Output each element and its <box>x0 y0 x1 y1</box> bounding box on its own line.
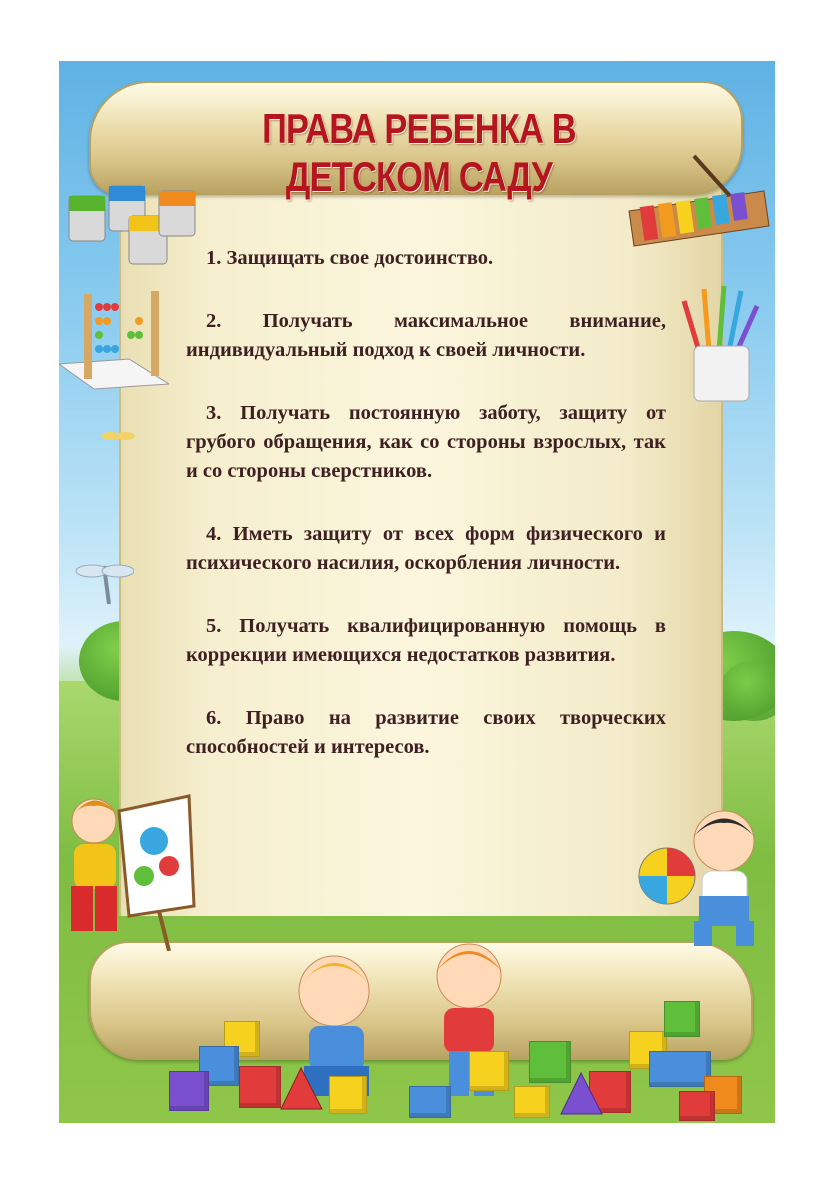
paint-buckets-icon <box>64 171 204 271</box>
toy-block <box>239 1066 281 1108</box>
abacus-icon <box>59 289 169 399</box>
list-item: 5. Получать квалифицированную помощь в коррекции имеющихся недостатков развития. <box>186 615 666 666</box>
dragonfly-icon <box>99 426 139 446</box>
kid-sitting-illustration <box>674 801 774 951</box>
list-item: 6. Право на развитие своих творческих способностей и интересов. <box>186 707 666 758</box>
rights-list <box>186 244 666 796</box>
toy-block <box>649 1051 711 1087</box>
toy-block <box>469 1051 509 1091</box>
poster <box>59 61 775 1123</box>
list-item: 3. Получать постоянную заботу, защиту от грубого обращения, как со стороны взрослых, так и со стороны сверстников. <box>186 402 666 482</box>
toy-block <box>169 1071 209 1111</box>
toy-block <box>664 1001 700 1037</box>
poster-title: ПРАВА РЕБЕНКА В ДЕТСКОМ САДУ <box>262 105 576 200</box>
pyramid-block-icon <box>279 1066 324 1111</box>
list-item: 2. Получать максимальное внимание, индивидуальный подход к своей личности. <box>186 310 666 361</box>
toy-block <box>679 1091 715 1121</box>
kid-painter-illustration <box>59 786 209 951</box>
list-item: 1. Защищать свое достоинство. <box>206 247 494 269</box>
pencil-cup-icon <box>679 281 769 406</box>
toy-block <box>409 1086 451 1118</box>
xylophone-icon <box>624 151 774 261</box>
dragonfly-icon <box>74 556 134 606</box>
toy-block <box>514 1086 550 1118</box>
pyramid-block-icon <box>559 1071 604 1116</box>
toy-blocks-icon <box>169 1016 769 1121</box>
toy-block <box>329 1076 367 1114</box>
list-item: 4. Иметь защиту от всех форм физического и психического насилия, оскорбления личности. <box>186 523 666 574</box>
